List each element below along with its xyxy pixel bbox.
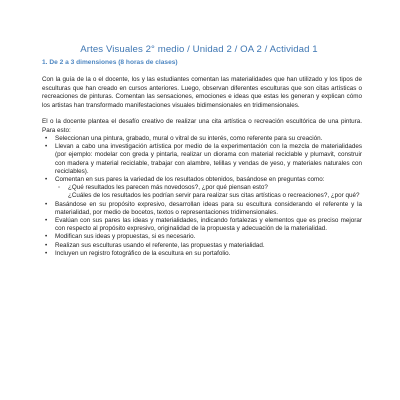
document-title: Artes Visuales 2° medio / Unidad 2 / OA 2 / Actividad 1 xyxy=(80,44,318,55)
intro-paragraph: Con la guía de la o el docente, los y las estudiantes comentan las materialidades que han utilizado y los tipos de esculturas que han creado en cursos anteriores. Luego, observan diferentes esculturas que son citas artísticas o recreaciones de pinturas. Comentan las sensaciones, emociones e ideas que estas les generan y explican cómo los artistas han transformado manifestaciones visuales bidimensionales en tridimensionales. xyxy=(42,76,362,109)
list-item: • Realizan sus esculturas usando el referente, las propuestas y materialidad. xyxy=(42,242,362,250)
challenge-paragraph: El o la docente plantea el desafío creativo de realizar una cita artística o recreación escultórica de una pintura. Para esto: xyxy=(42,118,362,134)
list-item: • Evalúan con sus pares las ideas y materialidades, indicando fortalezas y elementos que es preciso mejorar con respecto al propósito expresivo, originalidad de la propuesta y adecuación de la materialidad. xyxy=(42,217,362,233)
list-item: • Modifican sus ideas y propuestas, si es necesario. xyxy=(42,233,362,241)
activity-subtitle: 1. De 2 a 3 dimensiones (8 horas de clases) xyxy=(42,59,178,66)
list-item: • Seleccionan una pintura, grabado, mural o vitral de su interés, como referente para su creación. xyxy=(42,135,362,143)
list-item-text: Comentan en sus pares la variedad de los resultados obtenidos, basándose en preguntas como: xyxy=(55,176,325,184)
question-item xyxy=(55,184,362,200)
list-item: • Incluyen un registro fotográfico de la escultura en su portafolio. xyxy=(42,250,362,258)
list-item xyxy=(42,176,362,201)
list-item: • Basándose en su propósito expresivo, desarrollan ideas para su escultura considerando el referente y la materialidad, por medio de bocetos, textos o representaciones tridimensionales. xyxy=(42,201,362,217)
question-text: ¿Cuáles de los resultados les podrían servir para realizar sus citas artísticas o recreaciones?, ¿por qué? xyxy=(68,192,360,200)
questions-list xyxy=(55,184,362,200)
steps-list xyxy=(42,135,362,258)
list-item: • Llevan a cabo una investigación artística por medio de la experimentación con la mezcla de materialidades (por ejemplo: modelar con greda y pintarla, realizar un diorama con material reciclable y plumavit, construir con madera y material reciclable, trabajar con alambre, telillas y vendas de yeso, y materiales naturales con reciclables). xyxy=(42,143,362,176)
question-text: ◦ ¿Qué resultados les parecen más novedosos?, ¿por qué piensan esto? xyxy=(68,184,268,192)
